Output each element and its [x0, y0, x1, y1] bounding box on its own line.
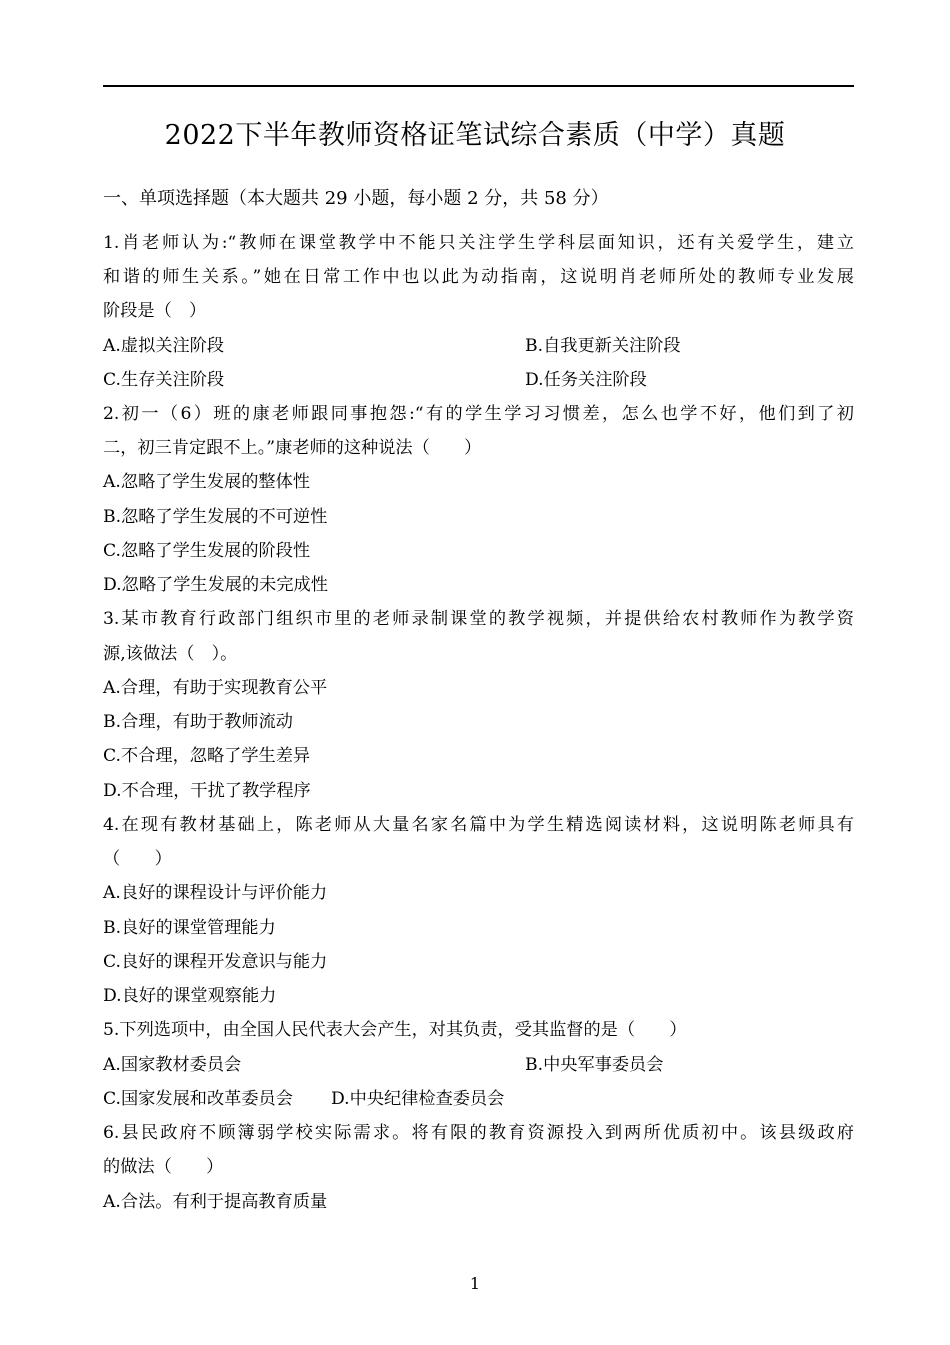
page-number: 1: [469, 1274, 481, 1293]
question-2-stem-line-1: 2.初一（6）班的康老师跟同事抱怨:“有的学生学习习惯差，怎么也学不好，他们到了初: [103, 404, 854, 424]
question-1-option-d: D.任务关注阶段: [525, 370, 647, 390]
question-1-stem-line-2: 和谐的师生关系。”她在日常工作中也以此为动指南，这说明肖老师所处的教师专业发展: [103, 267, 854, 287]
question-1-option-b: B.自我更新关注阶段: [525, 336, 681, 356]
question-5-option-b: B.中央军事委员会: [525, 1055, 664, 1075]
question-5-option-d: D.中央纪律检查委员会: [331, 1089, 505, 1109]
question-2-option-a: A.忽略了学生发展的整体性: [103, 472, 310, 492]
question-3-option-a: A.合理，有助于实现教育公平: [103, 678, 328, 698]
question-6-stem-line-1: 6.县民政府不顾簿弱学校实际需求。将有限的教育资源投入到两所优质初中。该县级政府: [103, 1123, 854, 1143]
question-1-stem-line-1: 1.肖老师认为:“教师在课堂教学中不能只关注学生学科层面知识，还有关爱学生，建立: [103, 233, 854, 253]
section-heading: 一、单项选择题（本大题共 29 小题，每小题 2 分，共 58 分）: [103, 188, 609, 209]
question-3-stem-line-2: 源,该做法（ ）。: [103, 644, 238, 664]
question-3-stem-line-1: 3.某市教育行政部门组织市里的老师录制课堂的教学视频，并提供给农村教师作为教学资: [103, 609, 854, 629]
question-4-stem-line-1: 4.在现有教材基础上，陈老师从大量名家名篇中为学生精选阅读材料，这说明陈老师具有: [103, 815, 854, 835]
question-2-option-d: D.忽略了学生发展的未完成性: [103, 575, 328, 595]
question-3-option-d: D.不合理，干扰了教学程序: [103, 781, 311, 801]
question-3-option-c: C.不合理，忽略了学生差异: [103, 746, 311, 766]
question-5-option-a: A.国家教材委员会: [103, 1055, 242, 1075]
question-4-option-d: D.良好的课堂观察能力: [103, 986, 277, 1006]
question-3-option-b: B.合理，有助于教师流动: [103, 712, 293, 732]
question-4-option-c: C.良好的课程开发意识与能力: [103, 952, 328, 972]
header-rule: [103, 85, 854, 87]
question-2-stem-line-2: 二，初三肯定跟不上。”康老师的这种说法（ ）: [103, 438, 482, 458]
question-5-option-c: C.国家发展和改革委员会: [103, 1089, 293, 1109]
question-6-stem-line-2: 的做法（ ）: [103, 1157, 224, 1177]
question-1-stem-line-3: 阶段是（ ）: [103, 301, 207, 321]
question-4-option-a: A.良好的课程设计与评价能力: [103, 883, 328, 903]
page-title: 2022下半年教师资格证笔试综合素质（中学）真题: [164, 120, 786, 151]
question-1-option-c: C.生存关注阶段: [103, 370, 225, 390]
question-6-option-a: A.合法。有利于提高教育质量: [103, 1192, 328, 1212]
question-2-option-c: C.忽略了学生发展的阶段性: [103, 541, 311, 561]
question-4-option-b: B.良好的课堂管理能力: [103, 918, 276, 938]
question-2-option-b: B.忽略了学生发展的不可逆性: [103, 507, 328, 527]
question-4-stem-line-2: （ ）: [103, 849, 172, 869]
question-5-stem-line-1: 5.下列选项中，由全国人民代表大会产生，对其负责，受其监督的是（ ）: [103, 1020, 687, 1040]
question-1-option-a: A.虚拟关注阶段: [103, 336, 225, 356]
